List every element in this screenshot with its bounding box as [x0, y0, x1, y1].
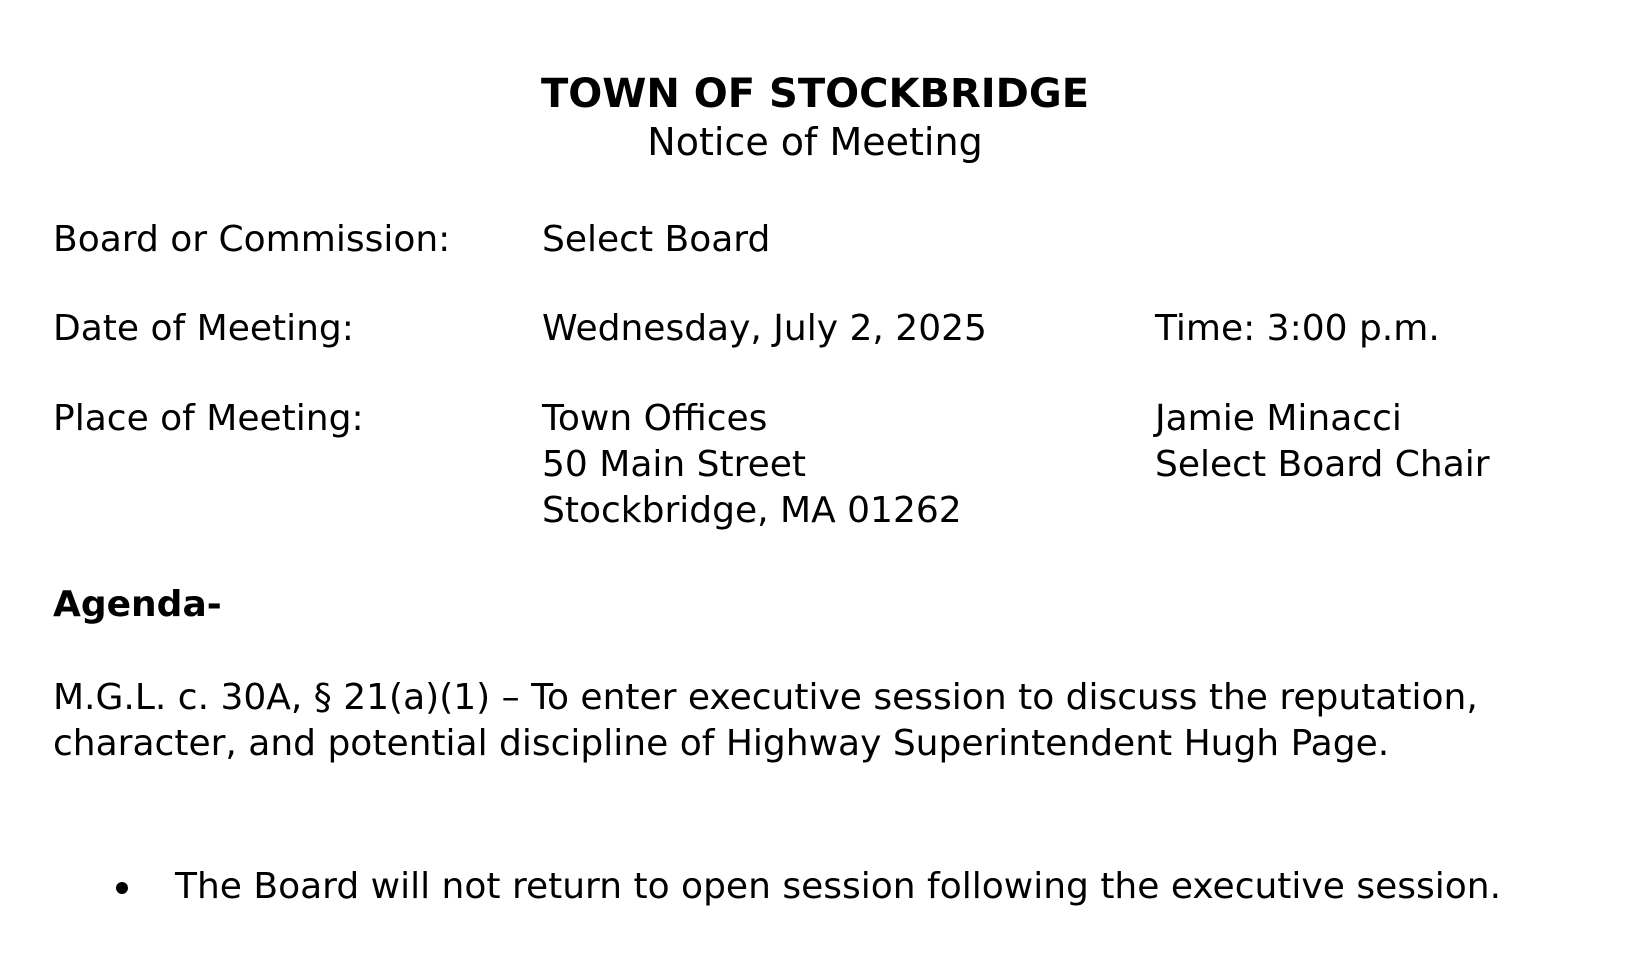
place-line-2: 50 Main Street — [542, 444, 807, 485]
board-value: Select Board — [542, 219, 771, 260]
page-title: TOWN OF STOCKBRIDGE — [540, 71, 1090, 117]
place-label: Place of Meeting: — [53, 398, 364, 439]
agenda-item-text: M.G.L. c. 30A, § 21(a)(1) – To enter executive session to discuss the reputation, character, and potential discipline of Highway Superintendent Hugh Page. — [53, 677, 1478, 764]
board-label: Board or Commission: — [53, 219, 451, 260]
agenda-bullet-item — [0, 864, 1630, 910]
place-line-1: Town Offices — [542, 398, 768, 439]
agenda-bullet-text: The Board will not return to open session following the executive session. — [175, 866, 1502, 907]
contact-name: Jamie Minacci — [1155, 398, 1402, 439]
agenda-heading: Agenda- — [53, 584, 222, 625]
date-label: Date of Meeting: — [53, 308, 354, 349]
date-value: Wednesday, July 2, 2025 — [542, 308, 987, 349]
place-line-3: Stockbridge, MA 01262 — [542, 490, 962, 531]
page-subtitle: Notice of Meeting — [647, 120, 983, 164]
contact-title: Select Board Chair — [1155, 444, 1490, 485]
bullet-icon — [116, 882, 128, 894]
time-value: Time: 3:00 p.m. — [1155, 308, 1440, 349]
